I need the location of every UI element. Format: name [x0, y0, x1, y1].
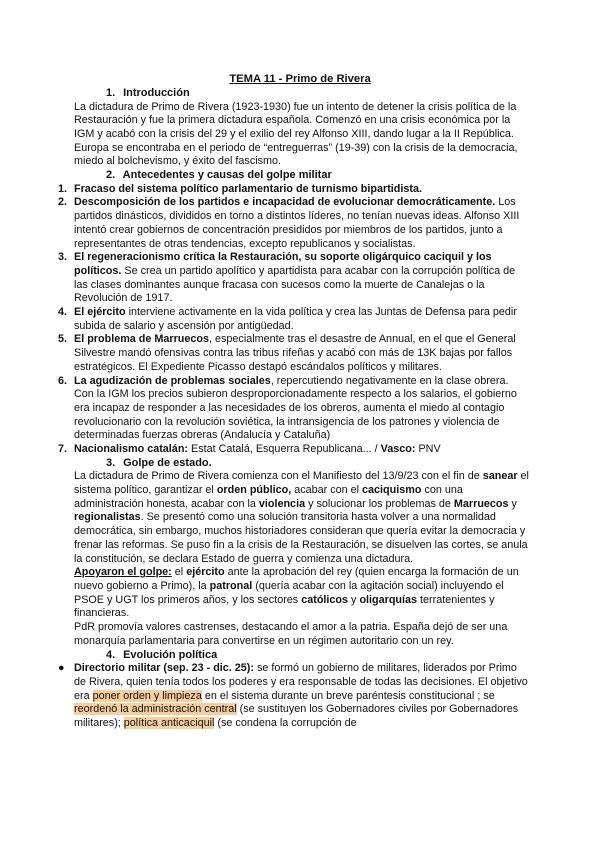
item-number: 6. [58, 374, 68, 387]
causes-list [0, 183, 600, 457]
list-item [0, 375, 600, 444]
item-text: interviene activamente en la vida política y crea las Juntas de Defensa para pedir subida de salario y ascensión por antigüedad. [74, 306, 517, 332]
list-item [0, 196, 600, 251]
item-number: 3. [58, 251, 68, 264]
bold-run: violencia [258, 497, 306, 510]
section-2-heading [0, 169, 600, 183]
highlighted-run: poner orden y limpieza [92, 689, 202, 702]
item-text: , especialmente tras el desastre de Annual, en el que el General Silvestre mandó ofensivas contra las tribus rifeñas y acabó con más de 13K bajas por fallos estratégicos. El Expediente Picasso destapó escándalos políticos y militares. [74, 333, 516, 373]
item-bold: Fracaso del sistema político parlamentario de turnismo bipartidista. [74, 182, 422, 195]
section-title: Antecedentes y causas del golpe militar [122, 169, 332, 182]
item-text: Los partidos dinásticos, divididos en torno a distintos líderes, no tenían nuevas ideas. Alfonso XIII intentó crear gobiernos de concentración presididos por miembros de los partidos, junto a representantes de otras tendencias, excepto republicanos y socialistas. [74, 196, 520, 250]
list-item [0, 251, 600, 306]
intro-paragraph: La dictadura de Primo de Rivera (1923-1930) fue un intento de detener la crisis política de la Restauración y fue la primera dictadura española. Comenzó en una crisis económica por la IGM y acabó con la crisis del 29 y el exilio del rey Alfonso XIII, dando lugar a la II República. Europa se encontraba en el periodo de “entreguerras” (19-39) con la crisis de la democracia, miedo al bolchevismo, y éxito del fascismo. [74, 100, 518, 168]
list-item [0, 662, 600, 731]
text-run: . Se presentó como una solución transitoria hasta volver a una normalidad democrática, sin embargo, muchos historiadores consideran que quería evitar la democracia y frenar las reformas. Se puso fin a la crisis de la Restauración, se disuelven las cortes, se anula la constitución, se declara Estado de guerra y comienza una dictadura. [74, 511, 528, 565]
section-title: Evolución política [123, 648, 218, 661]
text-run: el [171, 566, 187, 579]
list-item [0, 333, 600, 374]
item-bold: El problema de Marruecos [74, 333, 210, 346]
text-run: y [508, 497, 517, 510]
section-number: 1. [106, 87, 116, 99]
text-run: La dictadura de Primo de Rivera comienza con el Manifiesto del 13/9/23 con el fin de [74, 470, 483, 483]
section-title: Introducción [123, 87, 190, 99]
bold-run: oligarquías [359, 593, 418, 606]
item-text: Se crea un partido apolítico y apartidista para acabar con la corrupción política de las clases dominantes aunque fracasa con sucesos como la muerte de Canalejas o la Revolución de 1917. [74, 264, 516, 305]
bold-run: caciquismo [362, 484, 422, 497]
section-title: Golpe de estado. [123, 456, 212, 469]
section-1-heading [0, 87, 600, 101]
item-number: 2. [58, 196, 68, 209]
highlighted-run: política anticaciquil [123, 716, 215, 729]
item-number: 7. [58, 443, 68, 456]
item-number: 4. [58, 306, 68, 319]
bullet-icon: ● [58, 662, 65, 675]
values-paragraph: PdR promovía valores castrenses, destacando el amor a la patria. España dejó de ser una monarquía parlamentaria para convertirse en un régimen autoritario con un rey. [74, 621, 508, 647]
item-text: PNV [415, 443, 441, 456]
section-number: 3. [106, 456, 116, 469]
text-run: (se condena la corrupción de [214, 716, 357, 729]
text-run: acabar con el [291, 484, 363, 497]
section-3-heading [0, 457, 600, 471]
item-text: Estat Catalá, Esquerra Republicana... / [188, 443, 381, 456]
text-run: ante la aprobación del rey (quien encarga la formación de un nuevo gobierno a Primo), la [74, 566, 519, 592]
list-item [0, 306, 600, 333]
item-bold: Vasco: [380, 443, 416, 456]
text-run: (se sustituyen los Gobernadores civiles por Gobernadores militares); [74, 703, 519, 729]
text-run: y [348, 593, 360, 606]
item-bold: Descomposición de los partidos e incapacidad de evolucionar democráticamente. [74, 196, 496, 209]
text-run: y solucionar los problemas de [305, 497, 454, 510]
evolution-list [0, 662, 600, 731]
text-run: con una administración honesta, acabar con la [74, 484, 463, 510]
item-bold: El ejército [74, 306, 126, 319]
section-4-heading [0, 649, 600, 663]
bold-run: orden público, [216, 484, 292, 497]
item-number: 5. [58, 333, 68, 346]
supporters-paragraph [0, 566, 600, 621]
bold-run: católicos [301, 593, 349, 606]
text-run: el sistema político, garantizar el [74, 470, 529, 497]
bold-run: Marruecos [453, 497, 509, 510]
bold-run: regionalistas [74, 511, 141, 524]
text-run: en el sistema durante un breve paréntesis constitucional ; se [201, 689, 495, 702]
list-item [0, 443, 600, 457]
document-title: TEMA 11 - Primo de Rivera [229, 73, 371, 85]
bold-run: patronal [209, 579, 253, 592]
highlighted-run: reordenó la administración central [74, 703, 237, 716]
item-number: 1. [58, 182, 68, 195]
item-bold: La agudización de problemas sociales [74, 374, 271, 387]
section-number: 2. [106, 169, 116, 182]
bold-run: sanear [482, 470, 518, 483]
list-item [0, 183, 600, 197]
bold-run: ejército [186, 566, 225, 579]
text-run: (quería acabar con la agitación social) incluyendo el PSOE y UGT los primeros años, y los sectores [74, 579, 504, 606]
bold-underlined-run: Apoyaron el golpe: [74, 566, 172, 579]
coup-paragraph [0, 470, 600, 566]
item-bold: Nacionalismo catalán: [74, 443, 189, 456]
bold-run: Directorio militar (sep. 23 - dic. 25): [74, 662, 254, 675]
text-run: terratenientes y financieras. [74, 593, 495, 620]
item-text: , repercutiendo negativamente en la clase obrera. Con la IGM los precios subieron desproporcionadamente respecto a los salarios, el gobierno era incapaz de responder a las necesidades de los obreros, aumenta el miedo al contagio revolucionario con la revolución soviética, la intransigencia de los patrones y violencia de determinadas fuerzas obreras (Andalucía y Cataluña) [74, 374, 517, 442]
item-bold: El regeneracionismo crítica la Restauración, su soporte oligárquico caciquil y los políticos. [74, 251, 492, 277]
section-number: 4. [106, 648, 116, 661]
text-run: se formó un gobierno de militares, liderados por Primo de Rivera, quien tenía todos los poderes y era responsable de todas las decisiones. El objetivo era [74, 662, 528, 702]
